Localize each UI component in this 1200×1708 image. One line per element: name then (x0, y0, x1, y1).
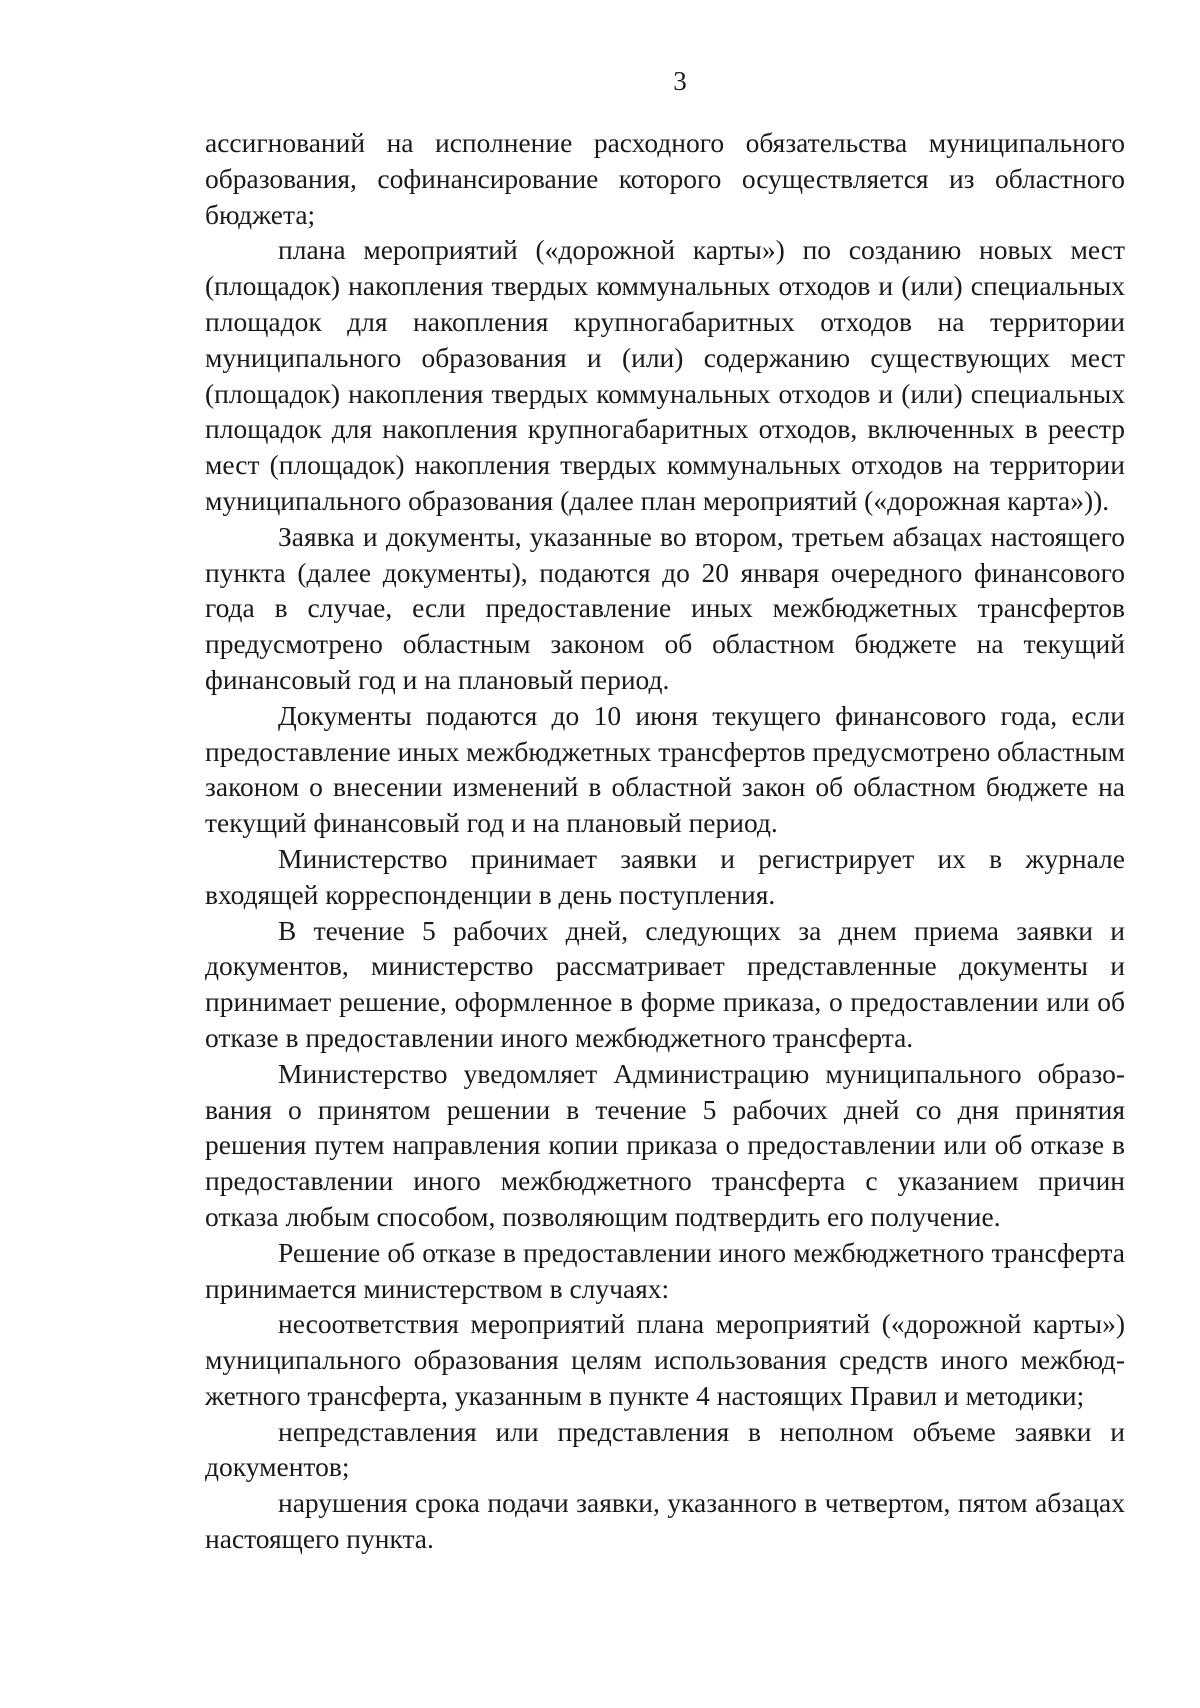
paragraph-6: В течение 5 рабочих дней, следующих за днем приема заявки и документов, министерство рассматривает представленные документы и принимает решение, оформленное в форме приказа, о предоставлении или об отказе в предоставлении иного межбюджетного трансферта. (205, 914, 1125, 1053)
document-body (205, 125, 1125, 1557)
paragraph-11: нарушения срока подачи заявки, указанного в четвертом, пятом абзацах настоящего пункта. (205, 1487, 1125, 1555)
paragraph-1: ассигнований на исполнение расходного обязательства муниципального образования, софинансирование которого осуществляется из областного бюджета; (205, 127, 1125, 230)
paragraph-9: несоответствия мероприятий плана мероприятий («дорожной карты») муниципального образования целям использования средств иного межбюджетного трансферта, указанным в пункте 4 настоящих Правил и методики; (205, 1308, 1125, 1411)
paragraph-8: Решение об отказе в предоставлении иного межбюджетного трансферта принимается министерством в случаях: (205, 1236, 1125, 1304)
page-number: 3 (673, 66, 687, 96)
paragraph-5: Министерство принимает заявки и регистрирует их в журнале входящей корреспонденции в день поступления. (205, 842, 1125, 910)
paragraph-2: плана мероприятий («дорожной карты») по созданию новых мест (площадок) накопления твердых коммунальных отходов и (или) специальных площадок для накопления крупногабаритных отходов на территории муниципального образования и (или) содержанию существующих мест (площадок) накопления твердых коммунальных отходов и (или) специальных площадок для накопления крупногабаритных отходов, включенных в реестр мест (площадок) накопления твердых коммунальных отходов на территории муниципального образования (далее план мероприятий («дорожная карта»)). (205, 234, 1125, 516)
paragraph-10: непредставления или представления в неполном объеме заявки и документов; (205, 1415, 1125, 1483)
paragraph-7: Министерство уведомляет Администрацию муниципального образования о принятом решении в течение 5 рабочих дней со дня принятия решения путем направления копии приказа о предоставлении или об отказе в предоставлении иного межбюджетного трансферта с указанием причин отказа любым способом, позволяющим подтвердить его получение. (205, 1057, 1125, 1232)
paragraph-3: Заявка и документы, указанные во втором, третьем абзацах настоящего пункта (далее документы), подаются до 20 января очередного финансового года в случае, если предоставление иных межбюджетных трансфертов предусмотрено областным законом об областном бюджете на текущий финансовый год и на плановый период. (205, 520, 1125, 695)
paragraph-4: Документы подаются до 10 июня текущего финансового года, если предоставление иных межбюджетных трансфертов предусмотрено областным законом о внесении изменений в областной закон об областном бюджете на текущий финансовый год и на плановый период. (205, 699, 1125, 839)
